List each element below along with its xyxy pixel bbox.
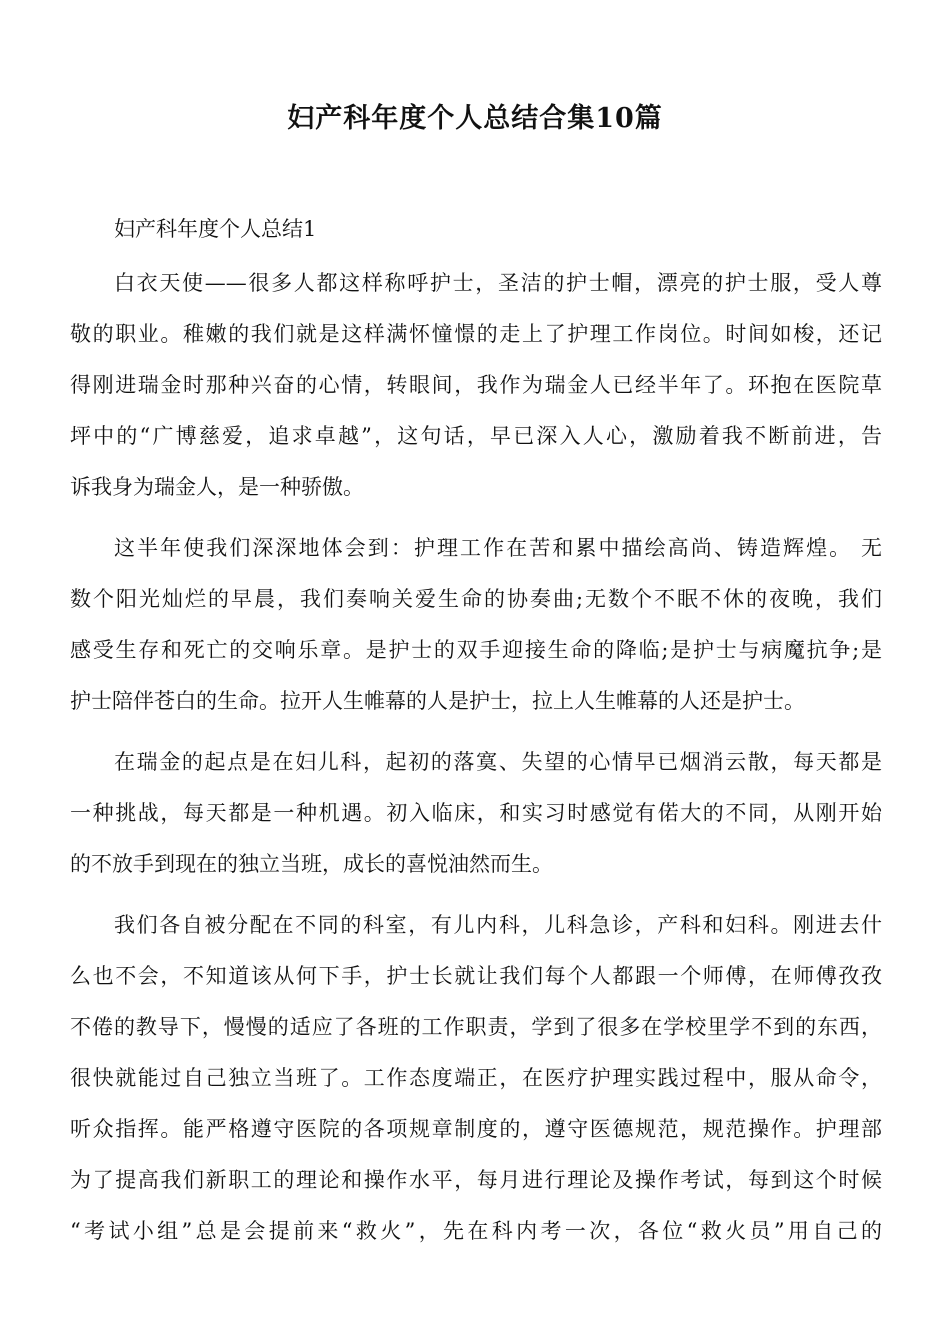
text-line: “考试小组”总是会提前来“救火”，先在科内考一次，各位“救火员”用自己的 xyxy=(70,1219,882,1243)
text-line: 诉我身为瑞金人，是一种骄傲。 xyxy=(70,475,364,499)
text-line: 在瑞金的起点是在妇儿科，起初的落寞、失望的心情早已烟消云散，每天都是 xyxy=(114,750,882,774)
document-title: 妇产科年度个人总结合集10篇 xyxy=(287,103,663,134)
text-line: 的不放手到现在的独立当班，成长的喜悦油然而生。 xyxy=(70,852,553,876)
paragraph-1 xyxy=(70,258,882,513)
paragraph-4 xyxy=(70,900,882,1257)
text-line: 一种挑战，每天都是一种机遇。初入临床，和实习时感觉有偌大的不同，从刚开始 xyxy=(70,801,882,825)
text-line: 么也不会，不知道该从何下手，护士长就让我们每个人都跟一个师傅，在师傅孜孜 xyxy=(70,964,882,988)
text-line: 我们各自被分配在不同的科室，有儿内科，儿科急诊，产科和妇科。刚进去什 xyxy=(114,913,882,937)
text-line: 坪中的“广博慈爱，追求卓越”，这句话，早已深入人心，激励着我不断前进，告 xyxy=(70,424,882,448)
text-line: 听众指挥。能严格遵守医院的各项规章制度的，遵守医德规范，规范操作。护理部 xyxy=(70,1117,882,1141)
text-line: 很快就能过自己独立当班了。工作态度端正，在医疗护理实践过程中，服从命令， xyxy=(70,1066,882,1090)
paragraph-2 xyxy=(70,523,882,727)
text-line: 这半年使我们深深地体会到：护理工作在苦和累中描绘高尚、铸造辉煌。 无 xyxy=(114,536,882,560)
section-heading: 妇产科年度个人总结1 xyxy=(114,217,317,241)
text-line: 数个阳光灿烂的早晨，我们奏响关爱生命的协奏曲;无数个不眠不休的夜晚，我们 xyxy=(70,587,882,611)
text-line: 不倦的教导下，慢慢的适应了各班的工作职责，学到了很多在学校里学不到的东西， xyxy=(70,1015,882,1039)
text-line: 护士陪伴苍白的生命。拉开人生帷幕的人是护士，拉上人生帷幕的人还是护士。 xyxy=(70,689,805,713)
document-body xyxy=(70,258,882,1267)
text-line: 得刚进瑞金时那种兴奋的心情，转眼间，我作为瑞金人已经半年了。环抱在医院草 xyxy=(70,373,882,397)
text-line: 白衣天使——很多人都这样称呼护士，圣洁的护士帽，漂亮的护士服，受人尊 xyxy=(114,271,882,295)
text-line: 感受生存和死亡的交响乐章。是护士的双手迎接生命的降临;是护士与病魔抗争;是 xyxy=(70,638,882,662)
text-line: 敬的职业。稚嫩的我们就是这样满怀憧憬的走上了护理工作岗位。时间如梭，还记 xyxy=(70,322,882,346)
text-line: 为了提高我们新职工的理论和操作水平，每月进行理论及操作考试，每到这个时候 xyxy=(70,1168,882,1192)
paragraph-3 xyxy=(70,737,882,890)
